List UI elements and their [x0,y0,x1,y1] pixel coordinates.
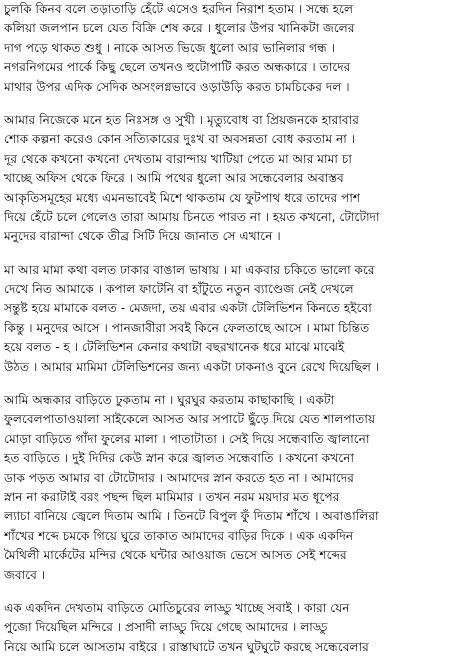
text-line: নিয়ে আমি চলে আসতাম বাইরে । রাস্তাঘাটে তখন ঘুটঘুটে করছে সন্ধেবেলার [4,639,369,654]
text-line: মাথার উপর এদিক সেদিক অসংলগ্নভাবে ওড়াউড়ি করত চামচিকের দল । [4,79,350,94]
text-line: আকৃতিসমূহের মধ্যে এমনভাবেই মিশে থাকতাম যে ফুটপাথ ধরে তাদের পাশ [4,190,361,205]
text-line: আমার নিজেকে মনে হত নিঃসঙ্গ ও সুখী । মৃত্যুবোধ বা প্রিয়জনকে হারাবার [4,112,359,127]
paragraph-gap [4,247,454,261]
text-line: শোক কল্পনা করেও কোন সত্যিকারের দুঃখ বা অবসন্নতা বোধ করতাম না । [4,132,356,147]
text-line: আমি অন্ধকার বাড়িতে ঢুকতাম না । ঘুরঘুর করতাম কাছাকাছি । একটা [4,393,335,408]
text-line: নগরনিগমের পার্কে কিছু ছেলে তখনও হুটোপাটি করত অন্ধকারে । তাদের [4,60,351,75]
text-line: স্নান না করাটাই বরং পছন্দ ছিল মামিমার । তখন নরম ময়দার মত ধূপের [4,489,340,504]
paragraph-2 [4,111,454,247]
text-line: হয়ে বলত - হ । টেলিভিশন কেনার কথাটা বছরখানেক ধরে মাঝে মাঝেই [4,340,345,355]
text-line: এক একদিন দেখতাম বাড়িতে মোতিচুরের লাড্ডু খাচ্ছে সবাই । কারা যেন [4,600,350,615]
text-line: কিন্তু । মনুদের আসে । পানজাবীরা সবই কিনে ফেলতাছে আসে । মামা চিন্তিত [4,320,370,335]
text-line: মোড়া বাড়িতে গাঁদা ফুলের মালা । পাতাটাতা । সেই দিয়ে সন্ধেবাতি জ্বালানো [4,431,370,446]
text-line: দূর থেকে কখনো কখনো দেখতাম বারান্দায় খাটিয়া পেতে মা আর মামা চা [4,151,352,166]
text-line: মৈথিলী মার্কেটের মন্দির থেকে ঘন্টার আওয়াজ ভেসে আসত সেই শব্দের [4,548,347,563]
paragraph-3 [4,261,454,377]
text-line: সন্তুষ্ট হয়ে মামাকে বলত - মেজদা, তয় এবার একটা টেলিভিশন কিনতে হইবো [4,301,372,316]
paragraph-gap [4,585,454,599]
paragraph-gap [4,377,454,391]
document-page [4,0,454,654]
text-line: দাগ পড়ে থাকত শুধু । নাকে আসত ভিজে ধুলো আর ভানিলার গন্ধ । [4,40,336,55]
text-line: পুজো দিয়েছিল মন্দিরে । প্রসাদী লাড্ডু দিয়ে গেছে আমাদের । লাড্ডু [4,620,328,635]
text-line: ফুলবেলপাতাওয়ালা সাইকেলে আসত আর সপাটে ছুঁড়ে দিয়ে যেত শালপাতায় [4,412,376,427]
text-line: খাচ্ছে অফিস থেকে ফিরে । আমি পথের ধুলো আর সন্ধেবেলার অবাস্তব [4,171,344,186]
text-line: হত বাড়িতে । দুই দিদির কেউ স্নান করে জ্বালত সন্ধেবাতি । কখনো কখনো [4,451,355,466]
text-line: জবাবে । [4,567,46,582]
text-line: দেখে নিত আমাকে । কপাল ফাটেনি বা হাঁটুতে নতুন ব্যাণ্ডেজ নেই দেখলে [4,282,354,297]
text-line: দিয়ে হেঁটে চলে গেলেও তারা আমায় চিনতে পারত না । হয়ত কখনো, টোটোদা [4,209,380,224]
text-line: চুলকি কিনব বলে তড়াতাড়ি হেঁটে এসেও হরদিন নিরাশ হতাম । সন্ধে হলে [4,2,354,16]
text-line: শাঁখের শব্দে চমকে গিয়ে ঘুরে তাকাত আমাদের বাড়ির দিকে । এক একদিন [4,528,354,543]
text-line: কলিয়া জলপান চলে যেত বিক্রি শেষ করে । ধুলোর উপর খানিকটা জলের [4,21,355,36]
text-line: ডাক পড়ত আমার বা টোটোদার । আমাদের স্নান করতে হত না । আমাদের [4,470,354,485]
paragraph-5 [4,599,454,657]
text-line: ল্যাচা বানিয়ে জ্বেলে দিতাম আমি । তিনটে বিপুল ফুঁ দিতাম শাঁখে । অবাঙালিরা [4,509,379,524]
text-line: উঠত । আমার মামিমা টেলিভিশনের জন্য একটা ঢাকনাও বুনে রেখে দিয়েছিল । [4,359,380,374]
text-line: মনুদের বারান্দা থেকে তীব্র সিটি দিয়ে জানাত সে এখানে । [4,229,281,244]
paragraph-4 [4,391,454,585]
paragraph-1 [4,0,454,97]
paragraph-gap [4,97,454,111]
text-line: মা আর মামা কথা বলত ঢাকার বাঙাল ভাষায় । মা একবার চকিতে ভালো করে [4,262,375,277]
